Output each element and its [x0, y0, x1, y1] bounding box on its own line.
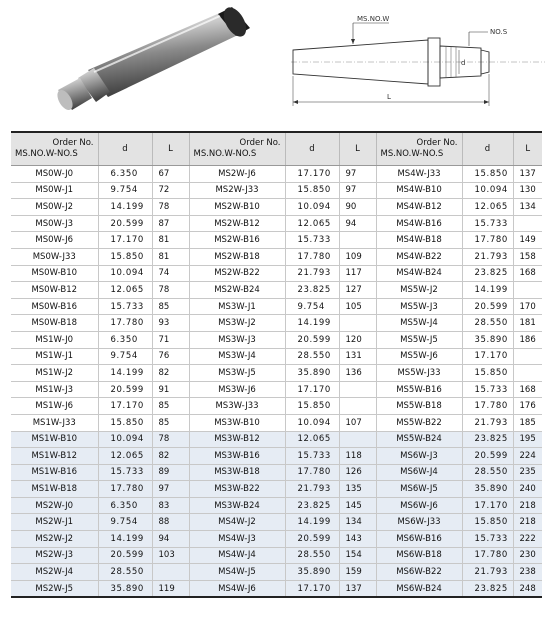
d-value-cell: 15.733	[462, 531, 513, 548]
l-value-cell: 94	[152, 531, 189, 548]
l-value-cell: 81	[152, 248, 189, 265]
l-value-cell: 181	[513, 315, 542, 332]
l-value-cell: 93	[152, 315, 189, 332]
order-no-cell: MS4W-J5	[189, 564, 285, 581]
d-value-cell: 17.780	[462, 547, 513, 564]
l-value-cell: 248	[513, 580, 542, 597]
l-value-cell: 224	[513, 448, 542, 465]
d-value-cell: 21.793	[462, 564, 513, 581]
d-value-cell: 10.094	[98, 265, 152, 282]
table-row	[11, 365, 542, 382]
order-no-cell: MS6W-J33	[376, 514, 462, 531]
header-d-2: d	[285, 132, 339, 166]
table-row	[11, 514, 542, 531]
table-row	[11, 564, 542, 581]
d-value-cell: 6.350	[98, 166, 152, 183]
d-value-cell: 12.065	[285, 215, 339, 232]
table-header-row	[11, 132, 542, 166]
d-value-cell: 15.733	[98, 298, 152, 315]
table-row	[11, 215, 542, 232]
header-l-3: L	[513, 132, 542, 166]
l-value-cell: 82	[152, 448, 189, 465]
l-value-cell: 149	[513, 232, 542, 249]
d-value-cell: 20.599	[285, 331, 339, 348]
order-no-cell: MS5W-J2	[376, 282, 462, 299]
l-value-cell: 105	[339, 298, 376, 315]
l-value-cell: 72	[152, 182, 189, 199]
table-row	[11, 182, 542, 199]
l-value-cell: 90	[339, 199, 376, 216]
d-value-cell: 35.890	[462, 481, 513, 498]
order-no-cell: MS6W-J4	[376, 464, 462, 481]
order-no-cell: MS0W-J6	[11, 232, 98, 249]
order-no-cell: MS3W-J6	[189, 381, 285, 398]
d-value-cell: 35.890	[285, 564, 339, 581]
l-value-cell: 67	[152, 166, 189, 183]
l-value-cell	[339, 431, 376, 448]
l-value-cell	[339, 398, 376, 415]
l-value-cell: 130	[513, 182, 542, 199]
table-row	[11, 448, 542, 465]
l-value-cell: 127	[339, 282, 376, 299]
order-no-cell: MS6W-B18	[376, 547, 462, 564]
l-value-cell: 103	[152, 547, 189, 564]
table-row	[11, 199, 542, 216]
l-value-cell: 88	[152, 514, 189, 531]
d-value-cell: 12.065	[462, 199, 513, 216]
l-value-cell: 78	[152, 199, 189, 216]
order-no-cell: MS3W-J33	[189, 398, 285, 415]
l-value-cell	[339, 315, 376, 332]
d-value-cell: 20.599	[462, 448, 513, 465]
l-value-cell: 85	[152, 298, 189, 315]
d-value-cell: 35.890	[98, 580, 152, 597]
d-value-cell: 17.170	[462, 497, 513, 514]
order-no-cell: MS4W-J33	[376, 166, 462, 183]
d-value-cell: 15.850	[98, 248, 152, 265]
d-value-cell: 14.199	[98, 199, 152, 216]
l-value-cell: 85	[152, 398, 189, 415]
order-no-cell: MS0W-B18	[11, 315, 98, 332]
d-value-cell: 17.780	[98, 315, 152, 332]
l-value-cell	[152, 564, 189, 581]
l-value-cell: 170	[513, 298, 542, 315]
order-no-cell: MS3W-B12	[189, 431, 285, 448]
table-row	[11, 166, 542, 183]
l-value-cell: 109	[339, 248, 376, 265]
no-s-label: NO.S	[490, 28, 508, 36]
order-no-cell: MS1W-J6	[11, 398, 98, 415]
table-row	[11, 431, 542, 448]
order-no-cell: MS6W-J3	[376, 448, 462, 465]
l-value-cell: 120	[339, 331, 376, 348]
order-no-cell: MS6W-J5	[376, 481, 462, 498]
l-value-cell: 176	[513, 398, 542, 415]
order-no-cell: MS0W-J2	[11, 199, 98, 216]
order-no-cell: MS3W-B10	[189, 414, 285, 431]
l-value-cell: 82	[152, 365, 189, 382]
l-value-cell: 159	[339, 564, 376, 581]
d-value-cell: 21.793	[285, 481, 339, 498]
l-value-cell: 81	[152, 232, 189, 249]
l-value-cell	[513, 215, 542, 232]
d-value-cell: 23.825	[285, 497, 339, 514]
table-row	[11, 497, 542, 514]
order-no-cell: MS6W-J6	[376, 497, 462, 514]
order-no-cell: MS3W-J3	[189, 331, 285, 348]
order-no-cell: MS0W-J1	[11, 182, 98, 199]
order-no-cell: MS6W-B22	[376, 564, 462, 581]
l-value-cell	[339, 232, 376, 249]
order-no-cell: MS0W-J33	[11, 248, 98, 265]
header-d-3: d	[462, 132, 513, 166]
table-row	[11, 381, 542, 398]
order-no-cell: MS5W-B24	[376, 431, 462, 448]
d-value-cell: 23.825	[462, 431, 513, 448]
d-value-cell: 17.170	[285, 381, 339, 398]
l-value-cell: 218	[513, 514, 542, 531]
order-no-cell: MS1W-B16	[11, 464, 98, 481]
l-value-cell: 91	[152, 381, 189, 398]
order-no-cell: MS4W-B10	[376, 182, 462, 199]
order-no-cell: MS4W-J3	[189, 531, 285, 548]
l-value-cell: 94	[339, 215, 376, 232]
header-l-1: L	[152, 132, 189, 166]
order-no-cell: MS4W-B16	[376, 215, 462, 232]
d-value-cell: 14.199	[98, 531, 152, 548]
d-value-cell: 35.890	[462, 331, 513, 348]
table-row	[11, 398, 542, 415]
table-row	[11, 265, 542, 282]
d-value-cell: 21.793	[285, 265, 339, 282]
d-value-cell: 20.599	[98, 215, 152, 232]
table-row	[11, 580, 542, 597]
d-value-cell: 17.170	[285, 166, 339, 183]
table-row	[11, 232, 542, 249]
l-value-cell: 143	[339, 531, 376, 548]
d-value-cell: 17.780	[462, 232, 513, 249]
order-no-cell: MS1W-J1	[11, 348, 98, 365]
d-value-cell: 23.825	[462, 580, 513, 597]
l-value-cell: 158	[513, 248, 542, 265]
order-no-cell: MS2W-J1	[11, 514, 98, 531]
table-row	[11, 331, 542, 348]
d-value-cell: 28.550	[285, 547, 339, 564]
table-row	[11, 248, 542, 265]
d-value-cell: 15.850	[285, 182, 339, 199]
l-value-cell: 78	[152, 431, 189, 448]
l-value-cell: 89	[152, 464, 189, 481]
table-row	[11, 315, 542, 332]
d-value-cell: 14.199	[462, 282, 513, 299]
l-value-cell: 230	[513, 547, 542, 564]
d-value-cell: 20.599	[285, 531, 339, 548]
table-body	[11, 166, 542, 598]
header-order-line2: MS.NO.W-NO.S	[193, 149, 257, 159]
l-value-cell: 154	[339, 547, 376, 564]
order-no-cell: MS5W-B16	[376, 381, 462, 398]
arbor-technical-drawing	[283, 6, 548, 118]
order-no-cell: MS1W-B18	[11, 481, 98, 498]
header-order-line2: MS.NO.W-NO.S	[15, 149, 78, 159]
order-no-cell: MS5W-B18	[376, 398, 462, 415]
table-row	[11, 547, 542, 564]
d-value-cell: 35.890	[285, 365, 339, 382]
l-value-cell: 238	[513, 564, 542, 581]
table-row	[11, 414, 542, 431]
order-no-cell: MS3W-J1	[189, 298, 285, 315]
order-no-cell: MS4W-B22	[376, 248, 462, 265]
header-order-no-2	[189, 132, 285, 166]
d-value-cell: 15.850	[462, 166, 513, 183]
l-value-cell: 71	[152, 331, 189, 348]
d-value-cell: 17.170	[462, 348, 513, 365]
ms-no-w-label: MS.NO.W	[357, 15, 390, 23]
table-row	[11, 282, 542, 299]
order-no-cell: MS6W-B24	[376, 580, 462, 597]
l-dimension-label: L	[387, 93, 391, 101]
d-dimension-label: d	[461, 59, 466, 67]
order-no-cell: MS2W-J4	[11, 564, 98, 581]
order-no-cell: MS1W-J3	[11, 381, 98, 398]
d-value-cell: 14.199	[285, 514, 339, 531]
header-order-no-3	[376, 132, 462, 166]
l-value-cell	[513, 365, 542, 382]
order-no-cell: MS3W-B24	[189, 497, 285, 514]
d-value-cell: 15.733	[285, 232, 339, 249]
d-value-cell: 28.550	[462, 464, 513, 481]
table-row	[11, 481, 542, 498]
header-l-2: L	[339, 132, 376, 166]
d-value-cell: 17.170	[285, 580, 339, 597]
order-no-cell: MS2W-J2	[11, 531, 98, 548]
l-value-cell: 235	[513, 464, 542, 481]
d-value-cell: 15.850	[285, 398, 339, 415]
order-no-cell: MS1W-B10	[11, 431, 98, 448]
d-value-cell: 15.850	[98, 414, 152, 431]
d-value-cell: 12.065	[98, 448, 152, 465]
order-no-cell: MS3W-J5	[189, 365, 285, 382]
l-value-cell: 97	[152, 481, 189, 498]
order-no-cell: MS1W-J2	[11, 365, 98, 382]
header-order-line2: MS.NO.W-NO.S	[380, 149, 444, 159]
table-row	[11, 531, 542, 548]
order-no-cell: MS3W-B22	[189, 481, 285, 498]
l-value-cell: 136	[339, 365, 376, 382]
order-no-cell: MS2W-J5	[11, 580, 98, 597]
order-no-cell: MS1W-J33	[11, 414, 98, 431]
arbor-product-photo	[50, 2, 250, 120]
d-value-cell: 14.199	[98, 365, 152, 382]
order-no-cell: MS5W-J6	[376, 348, 462, 365]
d-value-cell: 17.780	[285, 248, 339, 265]
order-no-cell: MS0W-J0	[11, 166, 98, 183]
order-no-cell: MS2W-B12	[189, 215, 285, 232]
d-value-cell: 12.065	[98, 282, 152, 299]
order-no-cell: MS5W-B22	[376, 414, 462, 431]
order-no-cell: MS5W-J4	[376, 315, 462, 332]
d-value-cell: 15.850	[462, 365, 513, 382]
l-value-cell: 134	[513, 199, 542, 216]
d-value-cell: 15.733	[285, 448, 339, 465]
d-value-cell: 10.094	[462, 182, 513, 199]
header-d-1: d	[98, 132, 152, 166]
table-row	[11, 348, 542, 365]
d-value-cell: 9.754	[98, 348, 152, 365]
l-value-cell: 119	[152, 580, 189, 597]
order-no-cell: MS0W-B12	[11, 282, 98, 299]
order-no-cell: MS2W-J33	[189, 182, 285, 199]
l-value-cell: 134	[339, 514, 376, 531]
order-no-cell: MS4W-B18	[376, 232, 462, 249]
l-value-cell	[513, 282, 542, 299]
d-value-cell: 17.170	[98, 398, 152, 415]
arbor-spec-table	[11, 131, 542, 598]
d-value-cell: 10.094	[98, 431, 152, 448]
d-value-cell: 12.065	[285, 431, 339, 448]
order-no-cell: MS4W-J2	[189, 514, 285, 531]
order-no-cell: MS6W-B16	[376, 531, 462, 548]
d-value-cell: 20.599	[98, 381, 152, 398]
d-value-cell: 28.550	[98, 564, 152, 581]
order-no-cell: MS2W-B24	[189, 282, 285, 299]
d-value-cell: 21.793	[462, 414, 513, 431]
l-value-cell: 168	[513, 265, 542, 282]
d-value-cell: 20.599	[98, 547, 152, 564]
l-value-cell: 218	[513, 497, 542, 514]
d-value-cell: 20.599	[462, 298, 513, 315]
d-value-cell: 15.733	[98, 464, 152, 481]
d-value-cell: 23.825	[462, 265, 513, 282]
l-value-cell: 137	[339, 580, 376, 597]
l-value-cell: 76	[152, 348, 189, 365]
l-value-cell: 78	[152, 282, 189, 299]
order-no-cell: MS2W-J0	[11, 497, 98, 514]
d-value-cell: 10.094	[285, 414, 339, 431]
d-value-cell: 9.754	[98, 514, 152, 531]
order-no-cell: MS4W-J4	[189, 547, 285, 564]
order-no-cell: MS0W-J3	[11, 215, 98, 232]
l-value-cell	[339, 381, 376, 398]
order-no-cell: MS1W-J0	[11, 331, 98, 348]
d-value-cell: 23.825	[285, 282, 339, 299]
order-no-cell: MS4W-J6	[189, 580, 285, 597]
l-value-cell: 85	[152, 414, 189, 431]
l-value-cell: 222	[513, 531, 542, 548]
d-value-cell: 28.550	[462, 315, 513, 332]
d-value-cell: 17.780	[98, 481, 152, 498]
table-row	[11, 298, 542, 315]
header-order-line1: Order No.	[416, 138, 458, 148]
l-value-cell: 195	[513, 431, 542, 448]
order-no-cell: MS0W-B10	[11, 265, 98, 282]
order-no-cell: MS3W-B18	[189, 464, 285, 481]
order-no-cell: MS5W-J5	[376, 331, 462, 348]
l-value-cell: 97	[339, 166, 376, 183]
order-no-cell: MS4W-B12	[376, 199, 462, 216]
l-value-cell: 83	[152, 497, 189, 514]
d-value-cell: 15.850	[462, 514, 513, 531]
l-value-cell: 240	[513, 481, 542, 498]
order-no-cell: MS2W-B10	[189, 199, 285, 216]
d-value-cell: 10.094	[285, 199, 339, 216]
l-value-cell: 87	[152, 215, 189, 232]
l-value-cell: 117	[339, 265, 376, 282]
order-no-cell: MS3W-J4	[189, 348, 285, 365]
order-no-cell: MS2W-J6	[189, 166, 285, 183]
l-value-cell	[513, 348, 542, 365]
d-value-cell: 28.550	[285, 348, 339, 365]
order-no-cell: MS2W-B22	[189, 265, 285, 282]
order-no-cell: MS5W-J33	[376, 365, 462, 382]
d-value-cell: 21.793	[462, 248, 513, 265]
order-no-cell: MS2W-J3	[11, 547, 98, 564]
l-value-cell: 168	[513, 381, 542, 398]
order-no-cell: MS5W-J3	[376, 298, 462, 315]
d-value-cell: 9.754	[285, 298, 339, 315]
order-no-cell: MS3W-J2	[189, 315, 285, 332]
l-value-cell: 118	[339, 448, 376, 465]
d-value-cell: 15.733	[462, 381, 513, 398]
l-value-cell: 135	[339, 481, 376, 498]
order-no-cell: MS2W-B18	[189, 248, 285, 265]
order-no-cell: MS1W-B12	[11, 448, 98, 465]
d-value-cell: 15.733	[462, 215, 513, 232]
d-value-cell: 9.754	[98, 182, 152, 199]
header-order-line1: Order No.	[52, 138, 94, 148]
d-value-cell: 14.199	[285, 315, 339, 332]
order-no-cell: MS4W-B24	[376, 265, 462, 282]
order-no-cell: MS0W-B16	[11, 298, 98, 315]
d-value-cell: 6.350	[98, 331, 152, 348]
l-value-cell: 126	[339, 464, 376, 481]
d-value-cell: 6.350	[98, 497, 152, 514]
header-order-no-1	[11, 132, 98, 166]
d-value-cell: 17.780	[285, 464, 339, 481]
l-value-cell: 145	[339, 497, 376, 514]
l-value-cell: 107	[339, 414, 376, 431]
l-value-cell: 74	[152, 265, 189, 282]
table-row	[11, 464, 542, 481]
l-value-cell: 185	[513, 414, 542, 431]
header-order-line1: Order No.	[239, 138, 281, 148]
l-value-cell: 131	[339, 348, 376, 365]
d-value-cell: 17.780	[462, 398, 513, 415]
l-value-cell: 137	[513, 166, 542, 183]
l-value-cell: 97	[339, 182, 376, 199]
order-no-cell: MS2W-B16	[189, 232, 285, 249]
d-value-cell: 17.170	[98, 232, 152, 249]
l-value-cell: 186	[513, 331, 542, 348]
order-no-cell: MS3W-B16	[189, 448, 285, 465]
